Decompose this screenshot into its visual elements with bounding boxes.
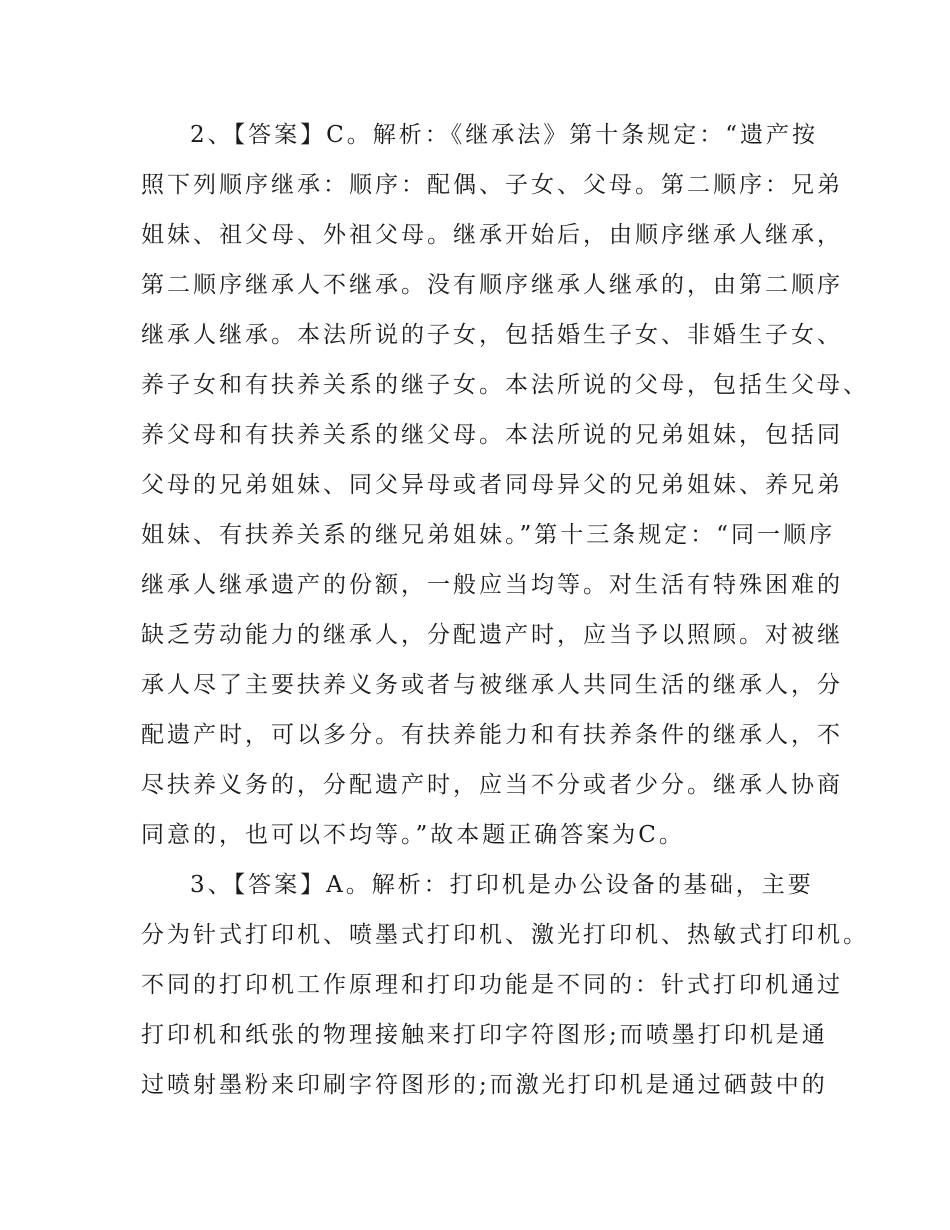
paragraph-line: 尽扶养义务的，分配遗产时，应当不分或者少分。继承人协商 [141, 772, 843, 798]
paragraph-line: 2、【答案】C。解析：《继承法》第十条规定：“遗产按 [190, 122, 818, 148]
paragraph-line: 承人尽了主要扶养义务或者与被继承人共同生活的继承人，分 [141, 672, 843, 698]
paragraph-line: 配遗产时，可以多分。有扶养能力和有扶养条件的继承人，不 [141, 722, 843, 748]
paragraph-line: 分为针式打印机、喷墨式打印机、激光打印机、热敏式打印机。 [141, 922, 869, 948]
paragraph-line: 同意的，也可以不均等。”故本题正确答案为C。 [141, 822, 685, 848]
paragraph-line: 打印机和纸张的物理接触来打印字符图形;而喷墨打印机是通 [141, 1022, 828, 1048]
paragraph-line: 过喷射墨粉来印刷字符图形的;而激光打印机是通过硒鼓中的 [141, 1072, 828, 1098]
paragraph-line: 父母的兄弟姐妹、同父异母或者同母异父的兄弟姐妹、养兄弟 [141, 472, 843, 498]
paragraph-line: 养子女和有扶养关系的继子女。本法所说的父母，包括生父母、 [141, 372, 869, 398]
paragraph-line: 不同的打印机工作原理和打印功能是不同的：针式打印机通过 [141, 972, 843, 998]
paragraph-line: 继承人继承遗产的份额，一般应当均等。对生活有特殊困难的 [141, 572, 843, 598]
paragraph-line: 继承人继承。本法所说的子女，包括婚生子女、非婚生子女、 [141, 322, 843, 348]
paragraph-line: 3、【答案】A。解析：打印机是办公设备的基础，主要 [190, 872, 814, 898]
paragraph-line: 第二顺序继承人不继承。没有顺序继承人继承的，由第二顺序 [141, 272, 843, 298]
paragraph-line: 姐妹、祖父母、外祖父母。继承开始后，由顺序继承人继承， [141, 222, 843, 248]
paragraph-line: 照下列顺序继承：顺序：配偶、子女、父母。第二顺序：兄弟 [141, 172, 843, 198]
paragraph-line: 缺乏劳动能力的继承人，分配遗产时，应当予以照顾。对被继 [141, 622, 843, 648]
paragraph-line: 养父母和有扶养关系的继父母。本法所说的兄弟姐妹，包括同 [141, 422, 843, 448]
paragraph-line: 姐妹、有扶养关系的继兄弟姐妹。”第十三条规定：“同一顺序 [141, 522, 836, 548]
